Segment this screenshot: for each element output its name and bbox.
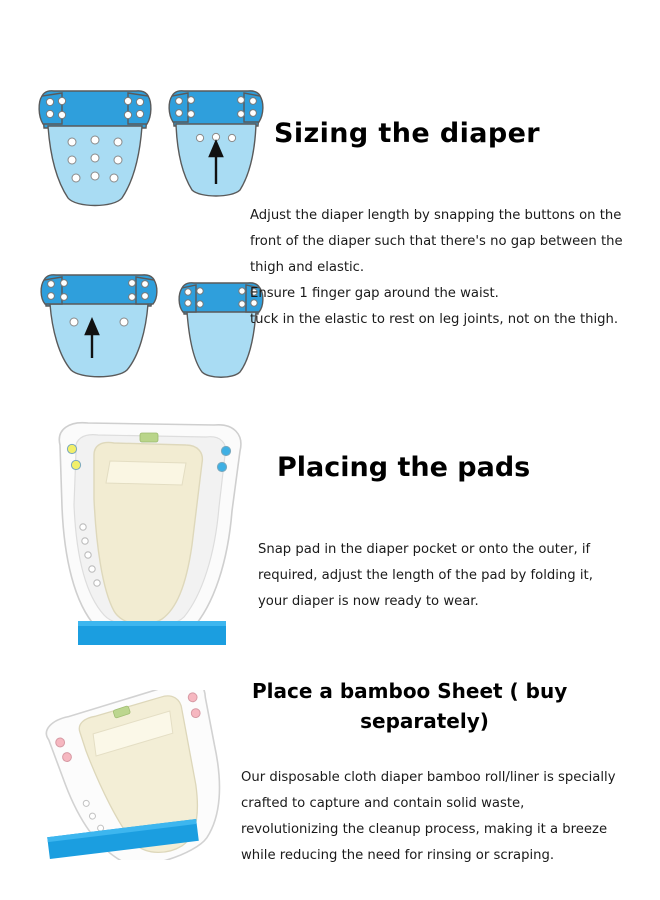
bamboo-line-4: while reducing the need for rinsing or scraping. <box>241 848 555 863</box>
bamboo-line-3: revolutionizing the cleanup process, making it a breeze <box>241 822 608 837</box>
diaper-illustration-snapped <box>166 88 266 200</box>
sizing-line-4: Ensure 1 finger gap around the waist. <box>250 286 499 301</box>
section-pads-body <box>258 537 618 615</box>
pads-line-2: required, adjust the length of the pad by folding it, <box>258 568 593 583</box>
bamboo-line-1: Our disposable cloth diaper bamboo roll/liner is specially <box>241 770 616 785</box>
section-bamboo-body <box>241 765 641 869</box>
bamboo-title-line-2: separately) <box>360 709 489 733</box>
pads-line-1: Snap pad in the diaper pocket or onto the outer, if <box>258 542 591 557</box>
section-sizing-title: Sizing the diaper <box>274 118 541 149</box>
diaper-illustration-unsnapped <box>36 88 154 210</box>
section-sizing-body <box>250 203 640 333</box>
sizing-line-5: tuck in the elastic to rest on leg joints, not on the thigh. <box>250 312 619 327</box>
diaper-illustration-rise-adjust <box>36 272 166 384</box>
section-pads-title: Placing the pads <box>277 452 531 483</box>
pads-line-3: your diaper is now ready to wear. <box>258 594 479 609</box>
sizing-line-3: thigh and elastic. <box>250 260 365 275</box>
sizing-line-2: front of the diaper such that there's no gap between the <box>250 234 623 249</box>
bamboo-liner-photo <box>18 690 268 860</box>
bamboo-title-line-1: Place a bamboo Sheet ( buy <box>252 679 568 703</box>
pocket-diaper-photo <box>36 415 266 655</box>
section-bamboo-title <box>252 676 652 736</box>
bamboo-line-2: crafted to capture and contain solid waste, <box>241 796 525 811</box>
sizing-line-1: Adjust the diaper length by snapping the buttons on the <box>250 208 622 223</box>
